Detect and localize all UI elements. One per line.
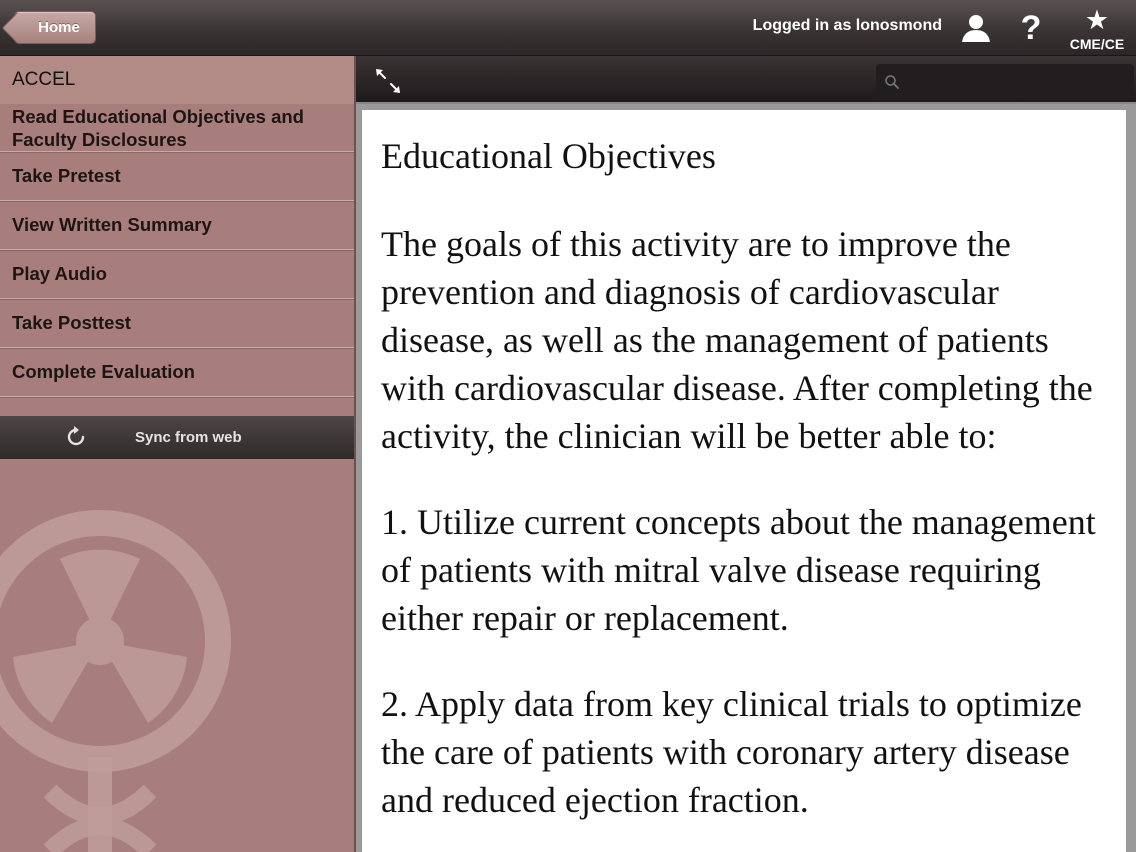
content-toolbar <box>356 56 1136 104</box>
activity-menu <box>0 56 354 397</box>
menu-item-objectives[interactable] <box>0 104 354 152</box>
menu-item-posttest[interactable] <box>0 299 354 348</box>
menu-item-label: Complete Evaluation <box>12 361 195 382</box>
objective-2: 2. Apply data from key clinical trials to optimize the care of patients with coronary artery disease and reduced ejection fraction. <box>381 684 1082 820</box>
user-icon[interactable] <box>959 12 993 44</box>
home-button[interactable] <box>14 11 96 44</box>
top-bar <box>0 0 1136 56</box>
menu-item-label: View Written Summary <box>12 214 212 235</box>
sidebar <box>0 56 356 852</box>
content-frame <box>356 104 1136 852</box>
star-icon: ★ <box>1084 5 1110 35</box>
refresh-icon <box>64 425 88 449</box>
page-title: Educational Objectives <box>381 136 716 176</box>
menu-item-label: Read Educational Objectives and Faculty Disclosures <box>12 105 304 150</box>
sync-label: Sync from web <box>135 429 242 446</box>
sync-button[interactable] <box>0 416 354 459</box>
cme-ce-button[interactable] <box>1061 6 1133 54</box>
menu-item-pretest[interactable] <box>0 152 354 201</box>
expand-icon[interactable] <box>372 66 404 96</box>
menu-title: ACCEL <box>0 56 354 104</box>
cme-ce-label: CME/CE <box>1069 36 1125 52</box>
help-icon[interactable]: ? <box>1020 9 1042 47</box>
search-input[interactable] <box>876 64 1134 98</box>
menu-item-label: Play Audio <box>12 263 107 284</box>
menu-item-label: Take Posttest <box>12 312 131 333</box>
document-content[interactable] <box>362 110 1126 852</box>
menu-item-play-audio[interactable] <box>0 250 354 299</box>
logged-in-status: Logged in as lonosmond <box>752 17 942 34</box>
intro-paragraph: The goals of this activity are to improve the prevention and diagnosis of cardiovascular disease, as well as the management of patients with cardiovascular disease. After completing the activity, the clinician will be better able to: <box>381 224 1093 456</box>
menu-item-evaluation[interactable] <box>0 348 354 397</box>
menu-item-label: Take Pretest <box>12 165 121 186</box>
objective-1: 1. Utilize current concepts about the management of patients with mitral valve disease requiring either repair or replacement. <box>381 502 1096 638</box>
watermark-logo <box>0 461 270 852</box>
menu-item-written-summary[interactable] <box>0 201 354 250</box>
search-icon <box>884 74 900 90</box>
home-button-label: Home <box>38 19 80 36</box>
